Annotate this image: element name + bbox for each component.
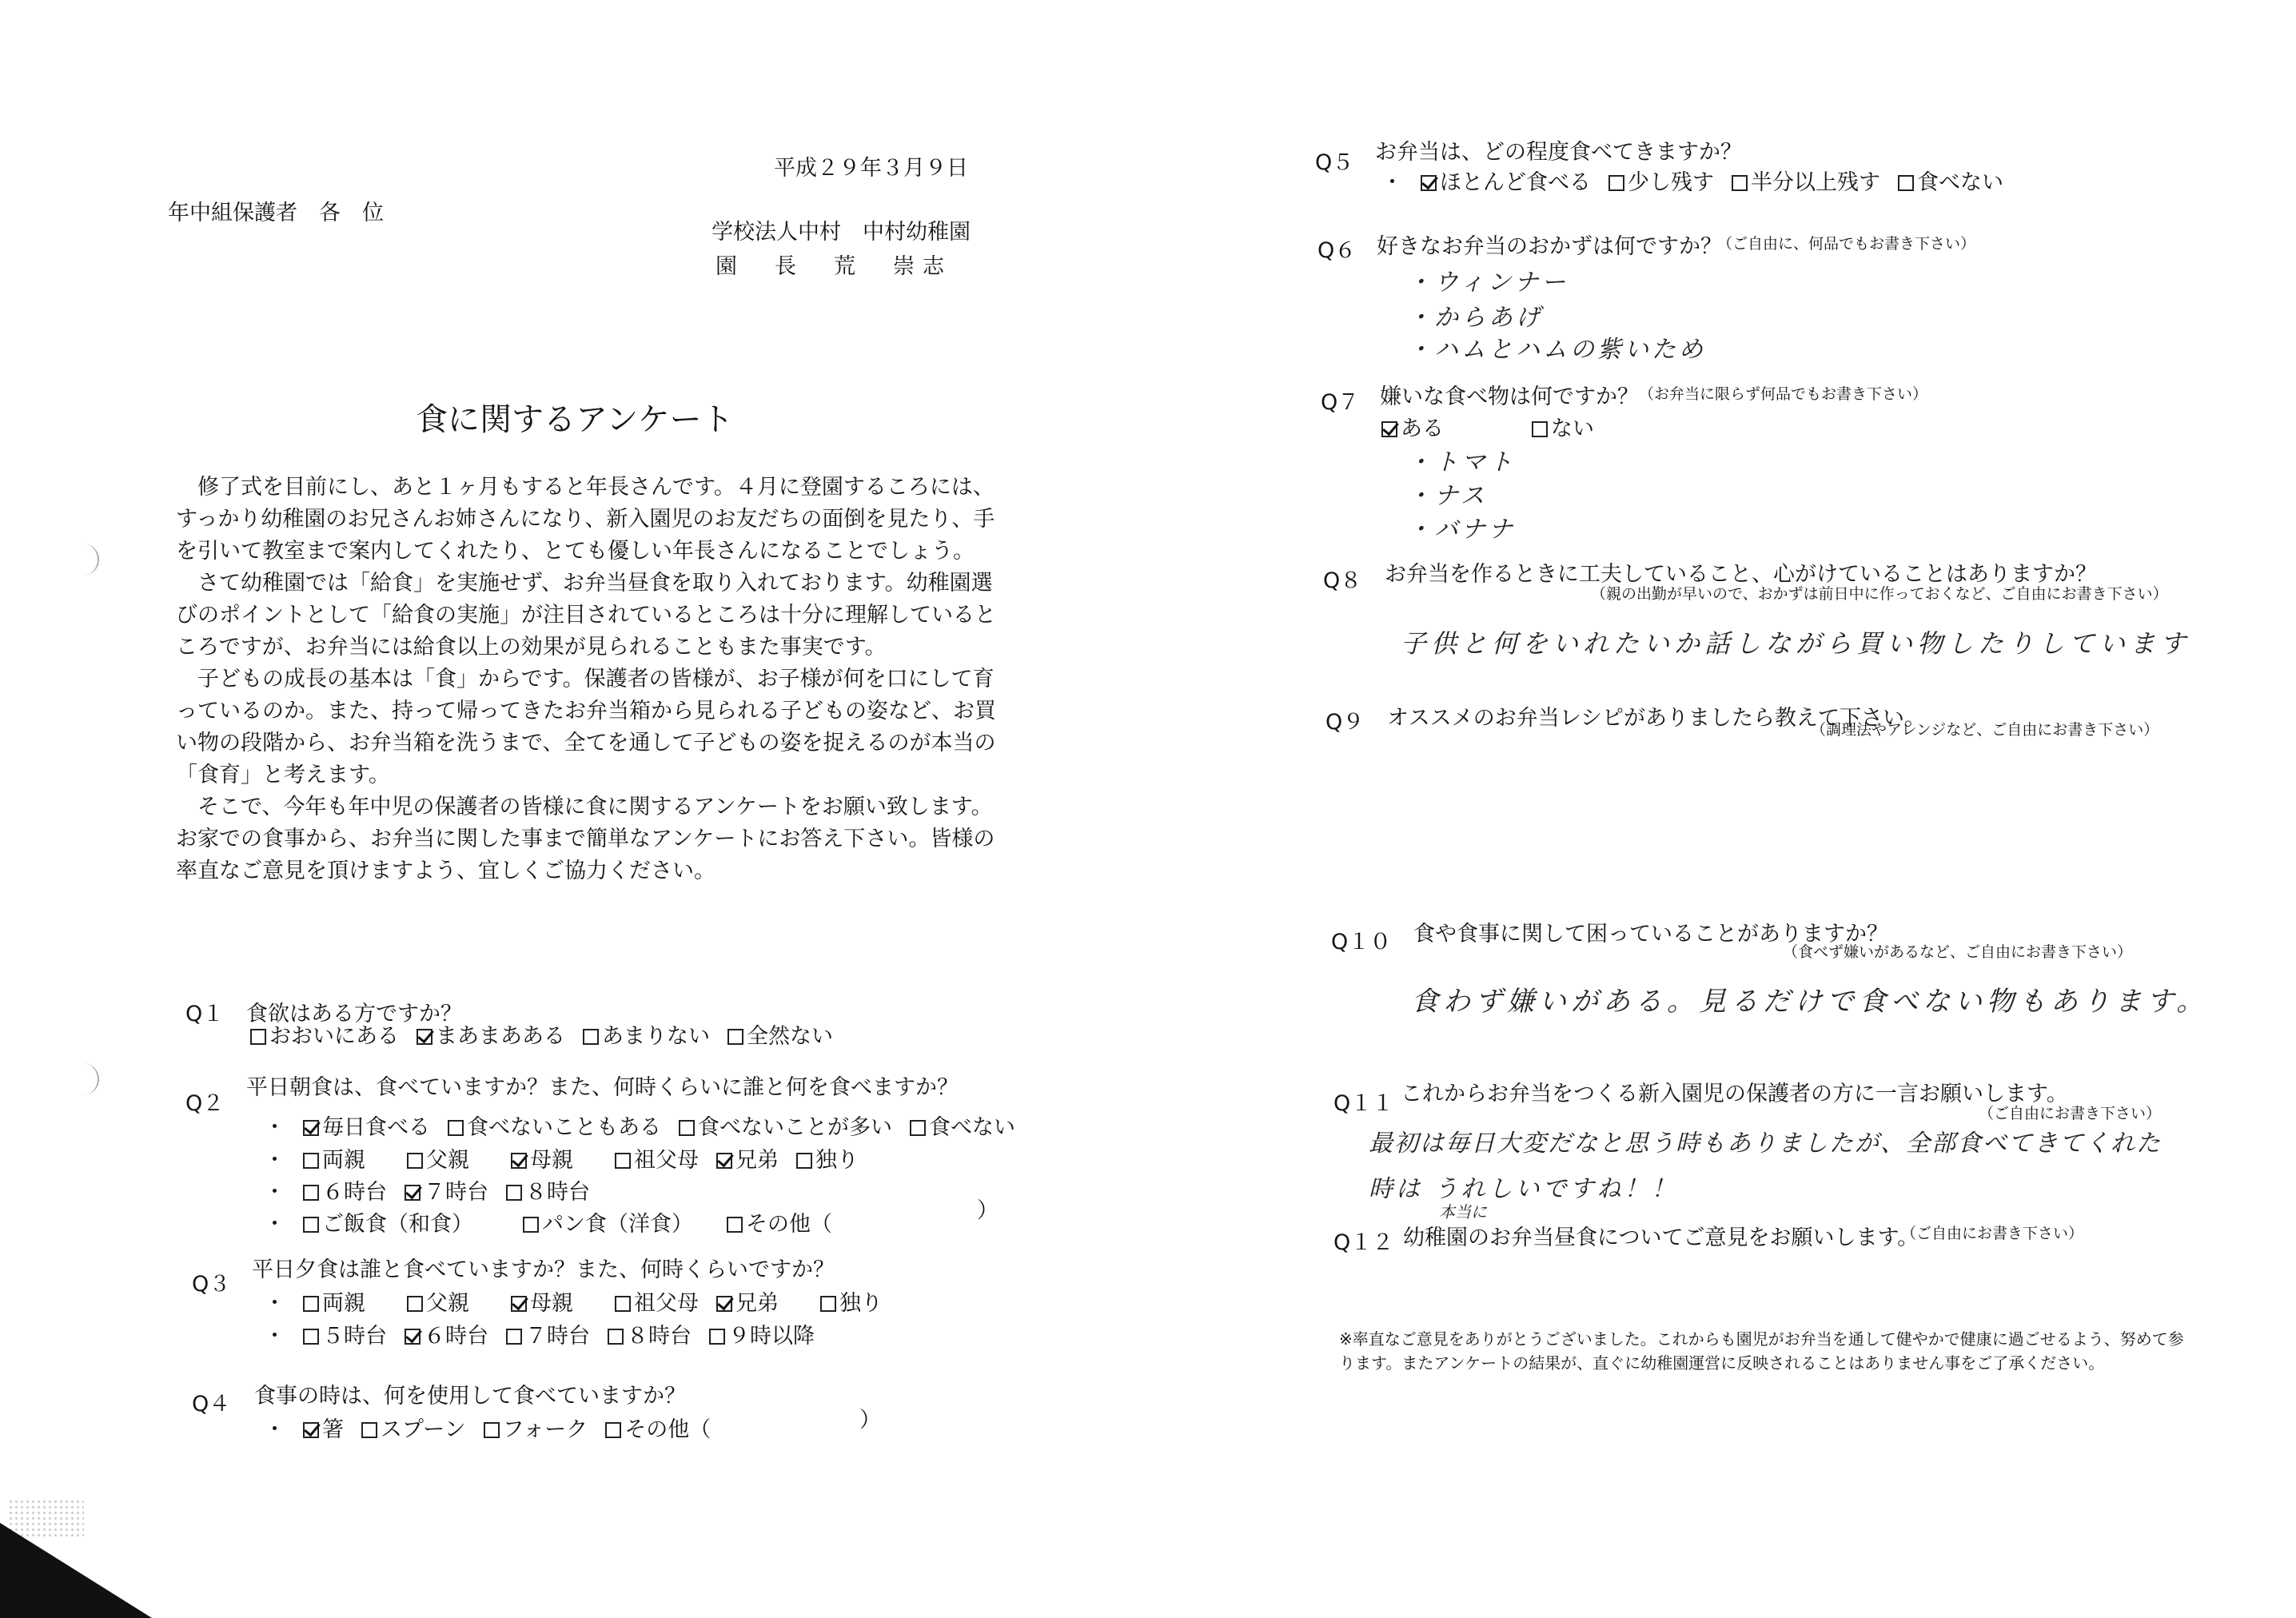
date: 平成２９年３月９日 [774,156,968,181]
option-label: 食べない [929,1115,1015,1140]
checkbox-checked[interactable] [417,1029,432,1045]
checkbox-checked[interactable] [511,1296,527,1312]
q2-option[interactable] [448,1113,661,1143]
q3-option[interactable] [615,1289,699,1319]
option-label: ９時以降 [728,1324,815,1349]
option-label: ７時台 [525,1324,590,1349]
q2-option[interactable] [727,1210,832,1240]
q3-option[interactable] [405,1321,488,1352]
option-label: ほとんど食べる [1440,170,1591,195]
q2-option[interactable] [303,1178,387,1208]
option-label: ７時台 [424,1180,488,1205]
q4-label: Q４ [192,1392,231,1417]
q4-options: ・ 箸 スプーン フォーク その他（ [264,1415,711,1445]
q4-option[interactable] [303,1415,344,1445]
q5-option[interactable] [1608,168,1714,198]
option-label: 両親 [322,1148,365,1173]
option-label: 母親 [530,1291,573,1316]
checkbox[interactable] [615,1153,631,1169]
checkbox-checked[interactable] [716,1296,732,1312]
checkbox[interactable] [605,1422,621,1438]
q6-answer: ・からあげ [1407,304,1543,332]
q1-label: Q１ [185,1002,225,1026]
checkbox[interactable] [484,1422,500,1438]
checkbox[interactable] [303,1296,319,1312]
checkbox[interactable] [303,1329,319,1345]
q2-options-row: ・ 毎日食べる 食べないこともある 食べないことが多い 食べない [264,1113,1015,1143]
q1-question: 食欲はある方ですか？ [246,1002,462,1026]
q3-question: 平日夕食は誰と食べていますか？また、何時くらいですか？ [252,1257,835,1282]
q3-option[interactable] [303,1321,387,1352]
q2-label: Q２ [185,1091,225,1116]
closing-note: ※率直なご意見をありがとうございました。これからも園児がお弁当を通して健やかで健康に過ごせるよう、努めて参ります。またアンケートの結果が、直ぐに幼稚園運営に反映されることはありません事をご了承ください。 [1339,1329,2184,1373]
checkbox[interactable] [303,1185,319,1201]
q3-option[interactable] [709,1321,815,1352]
checkbox-checked[interactable] [1381,421,1397,437]
checkbox[interactable] [1732,175,1748,191]
checkbox[interactable] [615,1296,631,1312]
q10-label: Q１０ [1331,930,1392,954]
checkbox[interactable] [1608,175,1624,191]
checkbox[interactable] [1898,175,1914,191]
page-corner-shadow [0,1523,152,1618]
q5-question: お弁当は、どの程度食べてきますか？ [1375,140,1742,165]
option-label: ご飯食（和食） [322,1212,473,1237]
q11-question: これからお弁当をつくる新入園児の保護者の方に一言お願いします。 [1401,1082,2068,1106]
checkbox[interactable] [407,1296,423,1312]
checkbox[interactable] [709,1329,725,1345]
q11-answer-insert: 本当に [1439,1202,1487,1221]
q1-option[interactable] [583,1022,710,1052]
checkbox[interactable] [910,1120,926,1136]
q7-option[interactable] [1381,414,1444,444]
q7-answer: ・ナス [1407,482,1488,510]
q3-option[interactable] [407,1289,469,1319]
option-label: 半分以上残す [1751,170,1880,195]
q11-answer-line2: 時は うれしいですね！！ [1369,1175,1679,1203]
checkbox[interactable] [250,1029,266,1045]
option-label: 独り [815,1148,859,1173]
q3-label: Q３ [192,1272,231,1297]
option-label: 父親 [426,1291,469,1316]
option-label: 食べないことが多い [698,1115,892,1140]
q2-option[interactable] [615,1146,699,1176]
option-label: ６時台 [424,1324,488,1349]
option-label: フォーク [502,1417,588,1442]
q5-label: Q５ [1315,150,1354,175]
q6-label: Q６ [1317,238,1357,263]
option-label: パン食（洋食） [542,1212,693,1237]
option-label: あまりない [602,1024,710,1049]
checkbox[interactable] [506,1185,522,1201]
q11-label: Q１１ [1333,1091,1394,1116]
q9-label: Q９ [1325,710,1365,735]
q1-option[interactable] [250,1022,399,1052]
option-label: ６時台 [322,1180,387,1205]
option-label: ５時台 [322,1324,387,1349]
option-label: その他（ [624,1417,712,1442]
q8-label: Q８ [1323,568,1362,593]
checkbox[interactable] [1532,421,1548,437]
q4-option[interactable] [605,1415,711,1445]
checkbox[interactable] [608,1329,624,1345]
q2-option[interactable] [796,1146,859,1176]
q1-option[interactable] [727,1022,833,1052]
q2-option[interactable] [407,1146,469,1176]
option-label: その他（ [746,1212,832,1237]
q8-answer: 子供と何をいれたいか話しながら買い物したりしています [1401,628,2191,659]
punch-mark [80,544,99,576]
checkbox[interactable] [303,1217,319,1233]
q4-option[interactable] [484,1415,588,1445]
option-label: 毎日食べる [322,1115,430,1140]
q7-note: （お弁当に限らず何品でもお書き下さい） [1639,385,1928,403]
q7-answer: ・バナナ [1407,516,1516,544]
option-label: 母親 [530,1148,573,1173]
q8-note: （親の出勤が早いので、おかずは前日中に作っておくなど、ご自由にお書き下さい） [1591,585,2168,603]
q7-question: 嫌いな食べ物は何ですか？ [1380,385,1639,409]
q6-answer: ・ハムとハムの紫いため [1407,336,1706,364]
q5-option[interactable] [1898,168,2003,198]
checkbox[interactable] [820,1296,836,1312]
addressee: 年中組保護者 各 位 [168,201,384,225]
q2-options-row: ・ ６時台 ７時台 ８時台 [264,1178,590,1208]
option-label: 食べない [1917,170,2003,195]
q6-note: （ご自由に、何品でもお書き下さい） [1717,235,1976,253]
option-label: 兄弟 [735,1291,779,1316]
option-label: 箸 [322,1417,344,1442]
page-title: 食に関するアンケート [416,401,734,438]
q5-options: ・ ほとんど食べる 少し残す 半分以上残す 食べない [1381,168,2003,198]
q2-options-row: ・ 両親 父親 母親 祖父母 兄弟 独り [264,1146,859,1176]
option-label: ある [1401,416,1444,441]
q2-question: 平日朝食は、食べていますか？また、何時くらいに誰と何を食べますか？ [246,1075,959,1100]
checkbox[interactable] [679,1120,695,1136]
option-label: 少し残す [1628,170,1714,195]
q2-option[interactable] [506,1178,590,1208]
option-label: ８時台 [627,1324,692,1349]
checkbox[interactable] [506,1329,522,1345]
checkbox-checked[interactable] [511,1153,527,1169]
q4-option[interactable] [361,1415,466,1445]
q11-answer-line1: 最初は毎日大変だなと思う時もありましたが、全部食べてきてくれた [1369,1130,2162,1158]
q12-label: Q１２ [1333,1230,1394,1255]
q4-close-paren: ） [859,1408,881,1433]
checkbox-checked[interactable] [303,1120,319,1136]
q7-answer: ・トマト [1407,448,1516,476]
q2-option[interactable] [511,1146,573,1176]
q2-option[interactable] [716,1146,779,1176]
q3-option[interactable] [506,1321,590,1352]
q10-question: 食や食事に関して困っていることがありますか？ [1413,922,1888,946]
q12-note: （ご自由にお書き下さい） [1901,1225,2084,1242]
school-name: 学校法人中村 中村幼稚園 [712,220,971,245]
checkbox[interactable] [303,1153,319,1169]
option-label: ない [1551,416,1594,441]
q1-options [250,1022,833,1052]
q11-note: （ご自由にお書き下さい） [1979,1105,2162,1122]
checkbox[interactable] [727,1029,743,1045]
intro-paragraph: そこで、今年も年中児の保護者の皆様に食に関するアンケートをお願い致します。お家での食事から、お弁当に関した事まで簡単なアンケートにお答え下さい。皆様の率直なご意見を頂けますよう、宜しくご協力ください。 [176,795,995,883]
q7-option[interactable] [1532,414,1594,444]
option-label: 兄弟 [735,1148,779,1173]
q5-option[interactable] [1421,168,1591,198]
q7-label: Q７ [1321,390,1360,415]
q2-option[interactable] [679,1113,892,1143]
q3-options-row: ・ 両親 父親 母親 祖父母 兄弟 独り [264,1289,883,1319]
option-label: ８時台 [525,1180,590,1205]
q3-options-row: ・ ５時台 ６時台 ７時台 ８時台 ９時以降 [264,1321,815,1352]
q2-option[interactable] [405,1178,488,1208]
q3-option[interactable] [303,1289,365,1319]
option-label: おおいにある [269,1024,399,1049]
punch-mark [80,1063,99,1095]
q6-question: 好きなお弁当のおかずは何ですか？ [1377,234,1722,259]
q3-option[interactable] [511,1289,573,1319]
intro-paragraph: さて幼稚園では「給食」を実施せず、お弁当昼食を取り入れております。幼稚園選びのポイントとして「給食の実施」が注目されているところは十分に理解しているところですが、お弁当には給食以上の効果が見られることもまた事実です。 [176,571,996,660]
intro-paragraph: 修了式を目前にし、あと１ヶ月もすると年長さんです。４月に登園するころには、すっかり幼稚園のお兄さんお姉さんになり、新入園児のお友だちの面倒を見たり、手を引いて教室まで案内してくれたり、とても優しい年長さんになることでしょう。 [176,475,995,564]
q2-option[interactable] [303,1113,430,1143]
option-label: まあまあある [436,1024,565,1049]
checkbox[interactable] [361,1422,377,1438]
option-label: 全然ない [747,1024,833,1049]
option-label: 祖父母 [634,1148,699,1173]
checkbox[interactable] [583,1029,599,1045]
q2-close-paren: ） [977,1198,999,1223]
checkbox-checked[interactable] [405,1185,421,1201]
checkbox-checked[interactable] [716,1153,732,1169]
q2-option[interactable] [910,1113,1015,1143]
q2-option[interactable] [303,1146,365,1176]
q10-note: （食べず嫌いがあるなど、ご自由にお書き下さい） [1783,943,2133,961]
q3-option[interactable] [608,1321,692,1352]
q2-option[interactable] [303,1210,473,1240]
q8-question: お弁当を作るときに工夫していること、心がけていることはありますか？ [1385,562,2097,587]
q7-options [1381,414,1594,444]
q2-options-row: ・ ご飯食（和食） パン食（洋食） その他（ [264,1210,832,1240]
q3-option[interactable] [820,1289,883,1319]
checkbox[interactable] [407,1153,423,1169]
option-label: 独り [839,1291,883,1316]
q5-option[interactable] [1732,168,1880,198]
option-label: 食べないこともある [467,1115,661,1140]
q10-answer: 食わず嫌いがある。見るだけで食べない物もあります。 [1411,986,2209,1018]
checkbox[interactable] [523,1217,539,1233]
principal-name: 園 長 荒 崇志 [716,254,952,279]
checkbox-checked[interactable] [405,1329,421,1345]
checkbox[interactable] [796,1153,812,1169]
q3-option[interactable] [716,1289,779,1319]
q1-option[interactable] [417,1022,565,1052]
checkbox[interactable] [727,1217,743,1233]
checkbox-checked[interactable] [1421,175,1437,191]
q9-note: （調理法やアレンジなど、ご自由にお書き下さい） [1811,721,2159,739]
option-label: 祖父母 [634,1291,699,1316]
q2-option[interactable] [523,1210,693,1240]
option-label: 両親 [322,1291,365,1316]
q9-question: オススメのお弁当レシピがありましたら教えて下さい。 [1387,706,1927,731]
option-label: スプーン [381,1417,466,1442]
checkbox-checked[interactable] [303,1422,319,1438]
intro-paragraph: 子どもの成長の基本は「食」からです。保護者の皆様が、お子様が何を口にして育っているのか。また、持って帰ってきたお弁当箱から見られる子どもの姿など、お買い物の段階から、お弁当箱を洗うまで、全てを通して子どもの姿を捉えるのが本当の「食育」と考えます。 [176,667,996,787]
q6-answer: ・ウィンナー [1407,269,1569,297]
q12-question: 幼稚園のお弁当昼食についてご意見をお願いします。 [1403,1225,1919,1250]
intro-text [176,472,1007,887]
option-label: 父親 [426,1148,469,1173]
q4-question: 食事の時は、何を使用して食べていますか？ [254,1384,686,1409]
checkbox[interactable] [448,1120,464,1136]
